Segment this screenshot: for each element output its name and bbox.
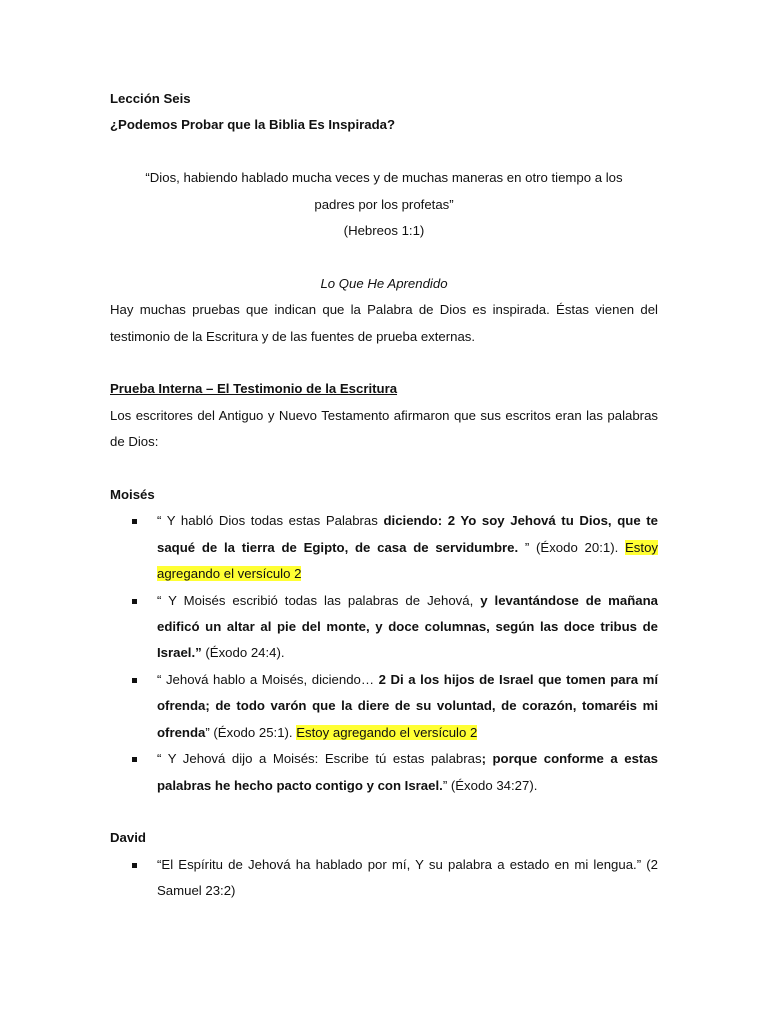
highlight-note: Estoy agregando el versículo 2 <box>157 539 658 582</box>
david-heading: David <box>110 830 146 846</box>
list-item <box>110 852 658 905</box>
verse-text: “ Y Moisés escribió todas las palabras de Jehová, <box>157 592 481 608</box>
internal-proof-paragraph: Los escritores del Antiguo y Nuevo Testamento afirmaron que sus escritos eran las palabras de Dios: <box>110 407 658 450</box>
verse-text: “ Jehová hablo a Moisés, diciendo… <box>157 671 379 687</box>
verse-reference: ” (Éxodo 25:1). <box>205 724 297 740</box>
verse-reference: (Éxodo 24:4). <box>201 645 285 661</box>
bullet-icon <box>132 757 137 762</box>
lesson-label: Lección Seis <box>110 91 191 106</box>
david-list <box>110 852 658 905</box>
lesson-title: ¿Podemos Probar que la Biblia Es Inspirada? <box>110 117 396 133</box>
highlight-note: Estoy agregando el versículo 2 <box>296 724 478 740</box>
verse-bold: diciendo: 2 Yo soy Jehová tu Dios, que te saqué de la tierra de Egipto, de casa de servidumbre. <box>157 513 658 555</box>
verse-text: “ Y Jehová dijo a Moisés: Escribe tú estas palabras <box>157 751 482 767</box>
verse-bold: ; porque conforme a estas palabras he hecho pacto contigo y con Israel. <box>157 751 658 793</box>
moses-heading: Moisés <box>110 487 155 503</box>
verse-reference: ” (Éxodo 34:27). <box>442 777 538 793</box>
epigraph-reference: (Hebreos 1:1) <box>343 223 425 239</box>
list-item <box>110 508 658 587</box>
verse-reference: ” (Éxodo 20:1). <box>518 539 626 555</box>
list-item <box>110 588 658 667</box>
moses-list <box>110 508 658 798</box>
bullet-icon <box>132 599 137 604</box>
bullet-icon <box>132 519 137 524</box>
learned-paragraph: Hay muchas pruebas que indican que la Palabra de Dios es inspirada. Éstas vienen del testimonio de la Escritura y de las fuentes de prueba externas. <box>110 302 658 344</box>
list-item <box>110 746 658 799</box>
learned-heading: Lo Que He Aprendido <box>320 275 448 291</box>
document-content <box>110 86 658 905</box>
verse-text: “ Y habló Dios todas estas Palabras <box>157 513 384 529</box>
list-item <box>110 667 658 746</box>
epigraph-quote: “Dios, habiendo hablado mucha veces y de muchas maneras en otro tiempo a los padres por los profetas” <box>145 170 623 212</box>
bullet-icon <box>132 678 137 683</box>
bullet-icon <box>132 863 137 868</box>
verse-bold: y levantándose de mañana edificó un altar al pie del monte, y doce columnas, según las doce tribus de Israel.” <box>157 592 658 661</box>
internal-proof-heading: Prueba Interna – El Testimonio de la Escritura <box>110 381 398 397</box>
verse-bold: 2 Di a los hijos de Israel que tomen para mí ofrenda; de todo varón que la diere de su voluntad, de corazón, tomaréis mi ofrenda <box>157 671 658 740</box>
verse-text: “El Espíritu de Jehová ha hablado por mí, Y su palabra a estado en mi lengua.” (2 Samuel 23:2) <box>157 856 658 899</box>
